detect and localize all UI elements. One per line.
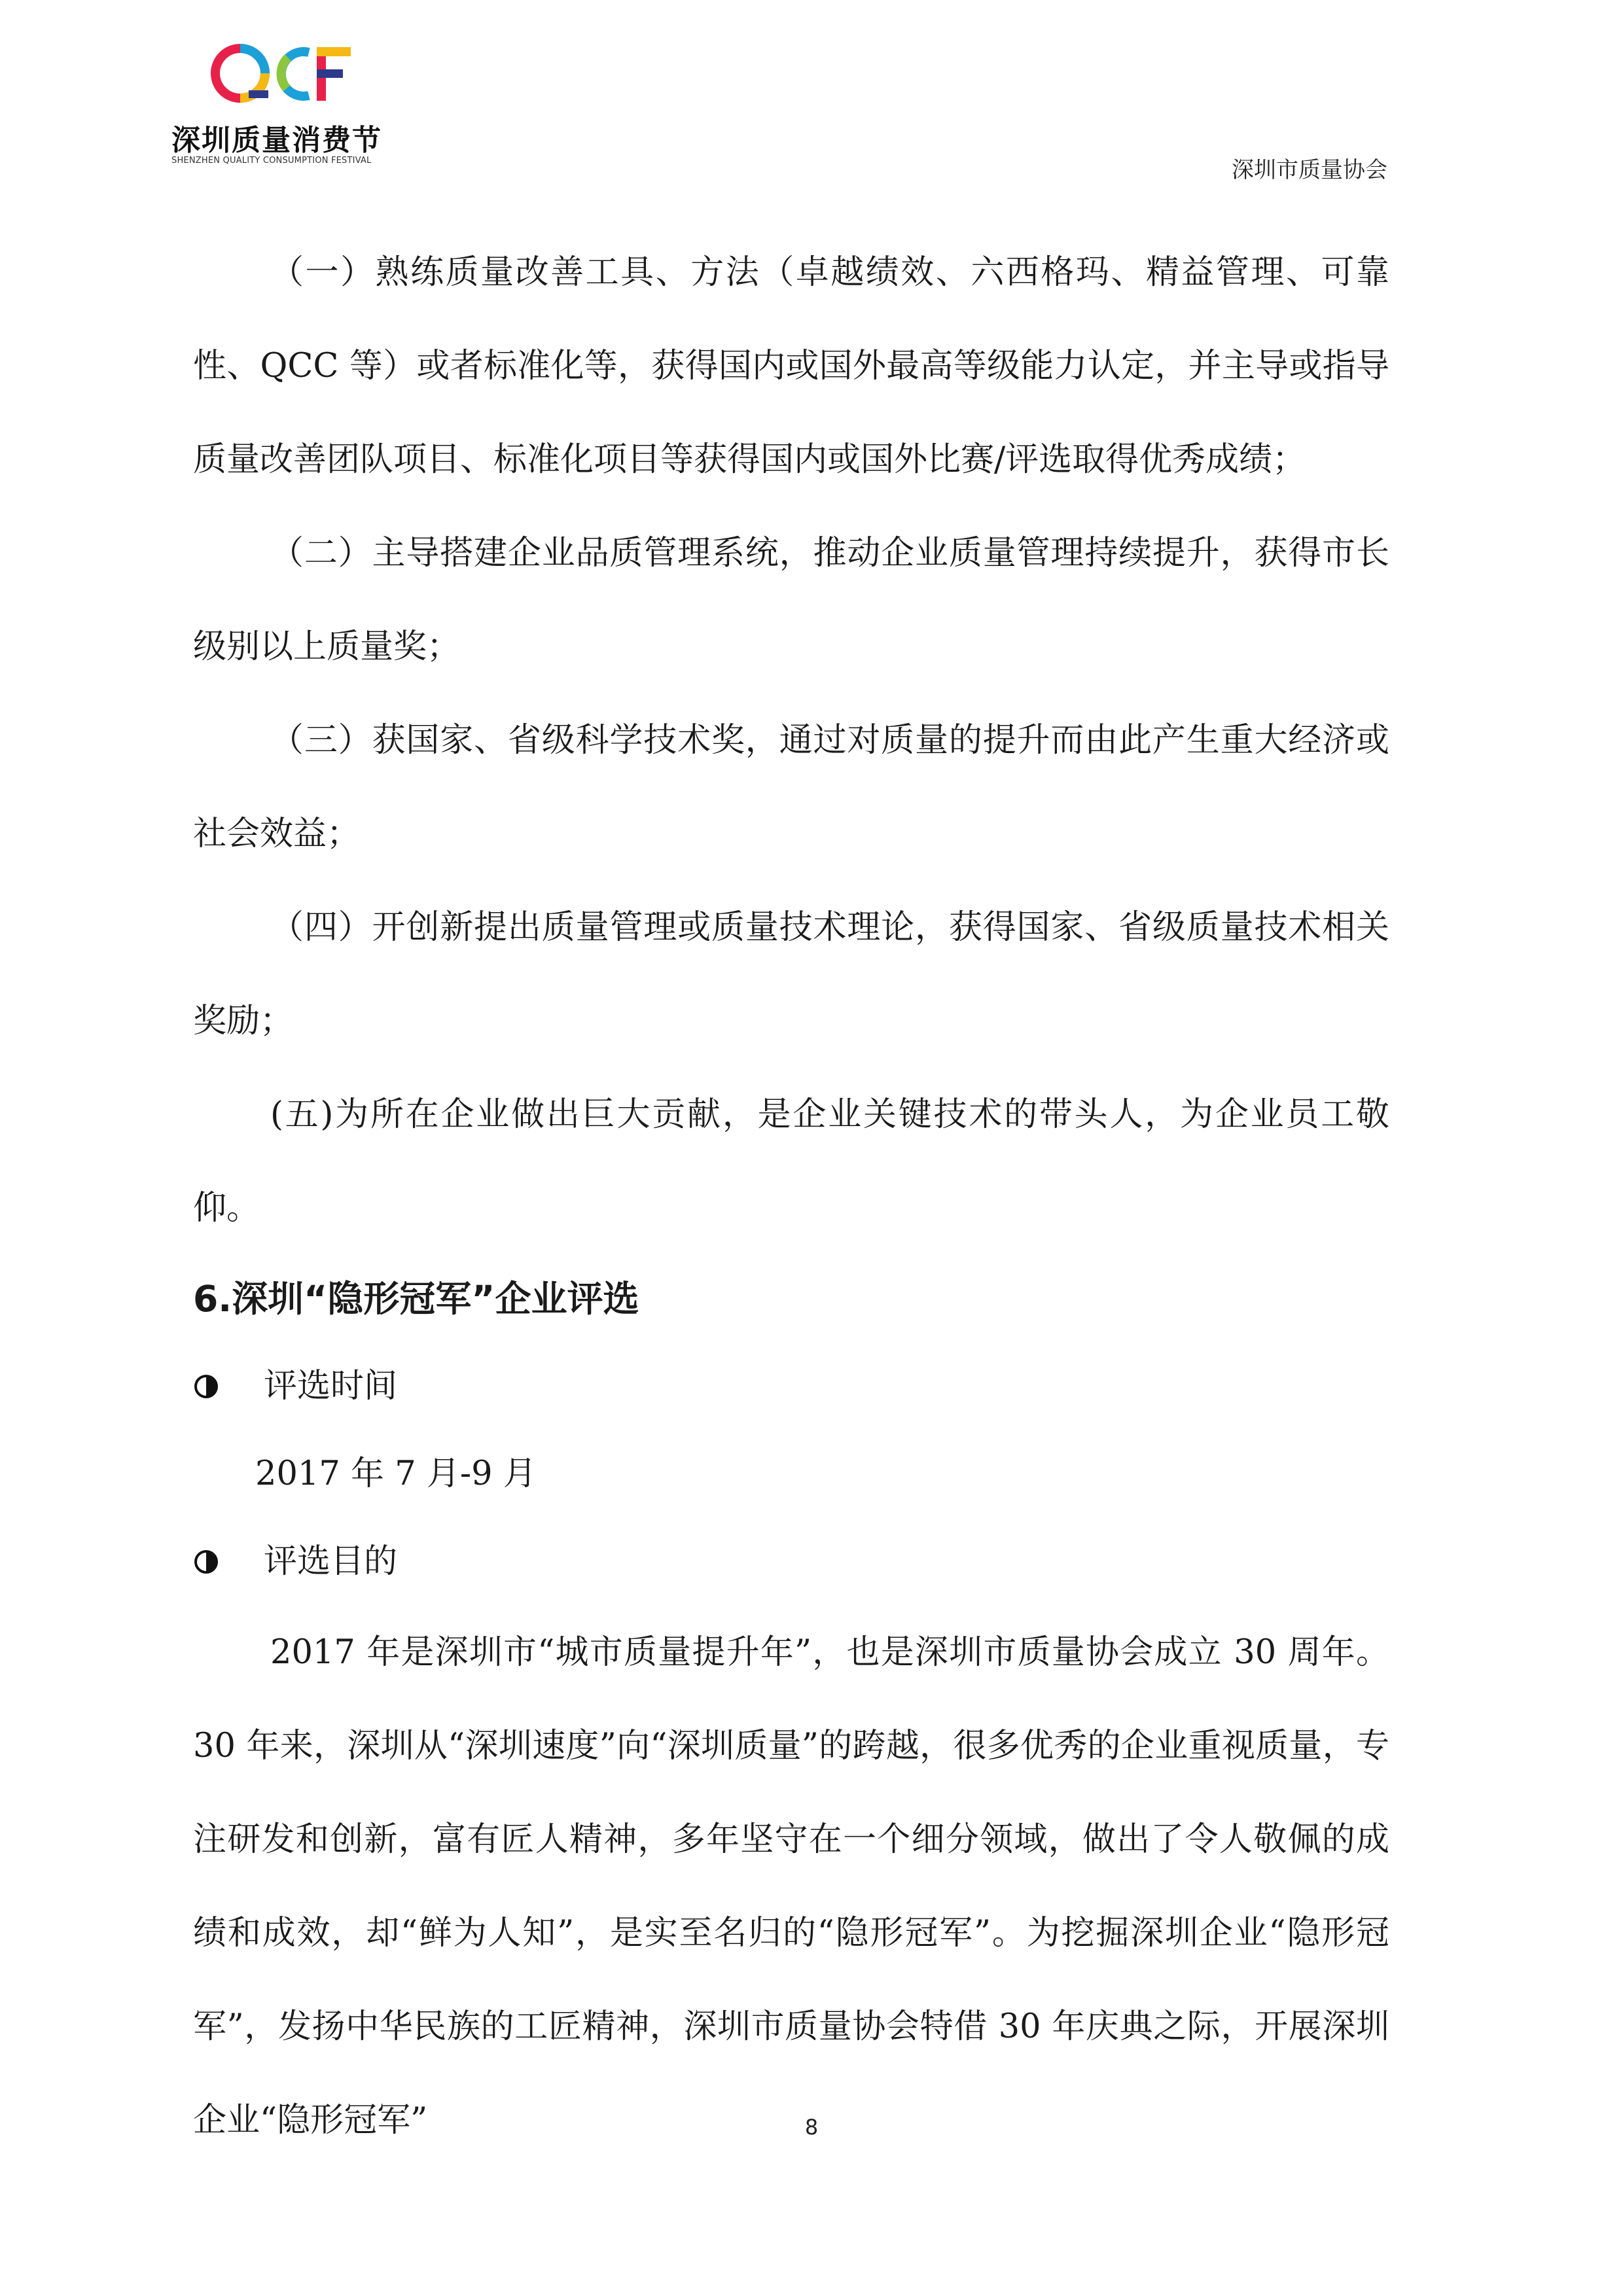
bullet-item-time [193, 1343, 1389, 1430]
paragraph-3: （三）获国家、省级科学技术奖，通过对质量的提升而由此产生重大经济或社会效益； [193, 721, 1389, 853]
time-value: 2017 年 7 月-9 月 [255, 1455, 537, 1493]
paragraph-4: （四）开创新提出质量管理或质量技术理论，获得国家、省级质量技术相关奖励； [193, 908, 1389, 1040]
qcf-logo-icon [211, 39, 355, 115]
section-heading: 6.深圳“隐形冠军”企业评选 [193, 1278, 639, 1320]
bullet-label: 评选目的 [264, 1542, 398, 1581]
bullet-label: 评选时间 [264, 1367, 398, 1405]
logo-chinese-text: 深圳质量消费节 [171, 124, 382, 157]
paragraph-5: (五)为所在企业做出巨大贡献，是企业关键技术的带头人，为企业员工敬仰。 [193, 1095, 1389, 1227]
half-circle-bullet-icon [193, 1373, 219, 1400]
organization-name: 深圳市质量协会 [1232, 157, 1387, 183]
paragraph-1: （一）熟练质量改善工具、方法（卓越绩效、六西格玛、精益管理、可靠性、QCC 等）或者标准化等，获得国内或国外最高等级能力认定，并主导或指导质量改善团队项目、标准化项目等获得国内或国外比赛/评选取得优秀成绩； [193, 253, 1389, 479]
half-circle-bullet-icon [193, 1549, 219, 1575]
document-body [193, 226, 1389, 2167]
logo-english-text: SHENZHEN QUALITY CONSUMPTION FESTIVAL [171, 156, 372, 166]
page-number: 8 [804, 2115, 819, 2140]
bullet-item-purpose [193, 1518, 1389, 1606]
festival-logo [171, 39, 394, 170]
paragraph-2: （二）主导搭建企业品质管理系统，推动企业质量管理持续提升，获得市长级别以上质量奖； [193, 534, 1389, 666]
purpose-paragraph: 2017 年是深圳市“城市质量提升年”，也是深圳市质量协会成立 30 周年。30 年来，深圳从“深圳速度”向“深圳质量”的跨越，很多优秀的企业重视质量，专注研发和创新，富有匠人精神，多年坚守在一个细分领域，做出了令人敬佩的成绩和成效，却“鲜为人知”，是实至名归的“隐形冠军”。为挖掘深圳企业“隐形冠军”，发扬中华民族的工匠精神，深圳市质量协会特借 30 年庆典之际，开展深圳企业“隐形冠军” [193, 1633, 1389, 2140]
